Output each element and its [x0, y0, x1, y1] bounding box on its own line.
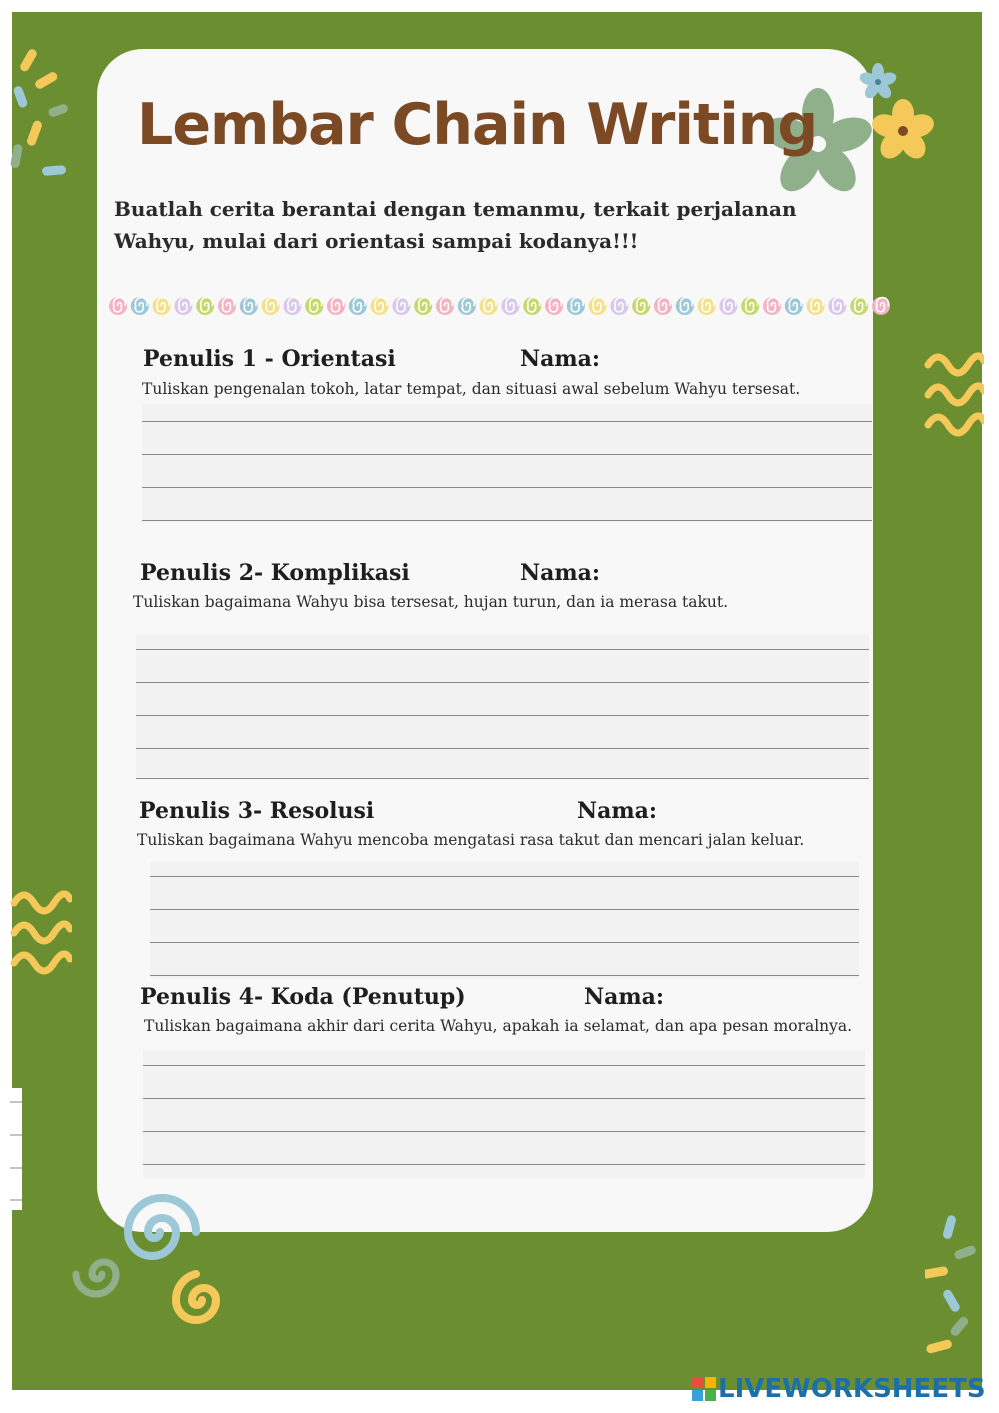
section-2-heading: Penulis 2- Komplikasi: [140, 560, 410, 586]
swirl-candy: [262, 297, 280, 315]
swirl-candy: [828, 297, 846, 315]
wave-right-decoration: [922, 345, 984, 445]
writing-line: [150, 975, 859, 976]
writing-line: [143, 1131, 865, 1132]
section-1-prompt: Tuliskan pengenalan tokoh, latar tempat, dan situasi awal sebelum Wahyu tersesat.: [142, 380, 801, 398]
writing-line: [136, 649, 869, 650]
swirl-candy: [327, 297, 345, 315]
swirl-candy: [850, 297, 868, 315]
swirl-candy: [763, 297, 781, 315]
swirl-candy: [458, 297, 476, 315]
brand-name: LIVEWORKSHEETS: [718, 1374, 986, 1404]
swirl-candy: [785, 297, 803, 315]
swirl-candy: [240, 297, 258, 315]
section-4-prompt: Tuliskan bagaimana akhir dari cerita Wahyu, apakah ia selamat, dan apa pesan moralnya.: [144, 1017, 853, 1035]
swirl-candy: [741, 297, 759, 315]
swirl-candy: [131, 297, 149, 315]
writing-line: [150, 942, 859, 943]
spiral-decoration: [72, 1192, 232, 1342]
section-1-name-label: Nama:: [520, 346, 601, 372]
swirl-candy: [174, 297, 192, 315]
swirl-candy: [480, 297, 498, 315]
writing-line: [142, 520, 872, 521]
section-4-writing-area[interactable]: [143, 1050, 865, 1178]
swirl-candy: [371, 297, 389, 315]
swirl-candy: [196, 297, 214, 315]
section-3-prompt: Tuliskan bagaimana Wahyu mencoba mengatasi rasa takut dan mencari jalan keluar.: [137, 831, 805, 849]
swirl-candy: [501, 297, 519, 315]
flower-yellow-icon: [870, 98, 936, 164]
writing-line: [136, 682, 869, 683]
wave-left-decoration: [10, 885, 72, 985]
swirl-candy: [567, 297, 585, 315]
section-3-name-label: Nama:: [577, 798, 658, 824]
swirl-candy-border: [108, 296, 892, 316]
section-2-writing-area[interactable]: [136, 634, 869, 778]
swirl-candy: [109, 297, 127, 315]
section-2-prompt: Tuliskan bagaimana Wahyu bisa tersesat, hujan turun, dan ia merasa takut.: [133, 593, 729, 611]
swirl-candy: [610, 297, 628, 315]
section-1-heading: Penulis 1 - Orientasi: [143, 346, 396, 372]
section-2-name-label: Nama:: [520, 560, 601, 586]
section-4-heading: Penulis 4- Koda (Penutup): [140, 984, 466, 1010]
writing-line: [136, 778, 869, 779]
swirl-candy: [153, 297, 171, 315]
swirl-candy: [632, 297, 650, 315]
section-3-heading: Penulis 3- Resolusi: [139, 798, 375, 824]
writing-line: [143, 1164, 865, 1165]
swirl-candy: [676, 297, 694, 315]
swirl-candy: [436, 297, 454, 315]
confetti-top-left-decoration: [10, 48, 80, 188]
writing-line: [136, 748, 869, 749]
writing-line: [150, 909, 859, 910]
swirl-candy: [305, 297, 323, 315]
swirl-candy: [218, 297, 236, 315]
swirl-candy: [283, 297, 301, 315]
liveworksheets-logo-icon: [692, 1377, 716, 1401]
flower-blue-icon: [858, 62, 898, 102]
swirl-candy: [654, 297, 672, 315]
section-3-writing-area[interactable]: [150, 862, 859, 978]
swirl-candy: [392, 297, 410, 315]
writing-line: [143, 1098, 865, 1099]
worksheet-title: Lembar Chain Writing: [137, 92, 818, 158]
swirl-candy: [698, 297, 716, 315]
swirl-candy: [872, 297, 890, 315]
swirl-candy: [589, 297, 607, 315]
swirl-candy: [414, 297, 432, 315]
writing-line: [136, 715, 869, 716]
worksheet-instruction: Buatlah cerita berantai dengan temanmu, terkait perjalanan Wahyu, mulai dari orientasi sampai kodanya!!!: [114, 197, 797, 253]
swirl-candy: [349, 297, 367, 315]
writing-line: [142, 487, 872, 488]
section-4-name-label: Nama:: [584, 984, 665, 1010]
swirl-candy: [807, 297, 825, 315]
writing-line: [142, 454, 872, 455]
swirl-candy: [545, 297, 563, 315]
left-edge-lines-decoration: [10, 1088, 22, 1210]
confetti-bottom-right-decoration: [925, 1215, 985, 1365]
writing-line: [142, 421, 872, 422]
writing-line: [143, 1065, 865, 1066]
writing-line: [150, 876, 859, 877]
swirl-candy: [719, 297, 737, 315]
swirl-candy: [523, 297, 541, 315]
